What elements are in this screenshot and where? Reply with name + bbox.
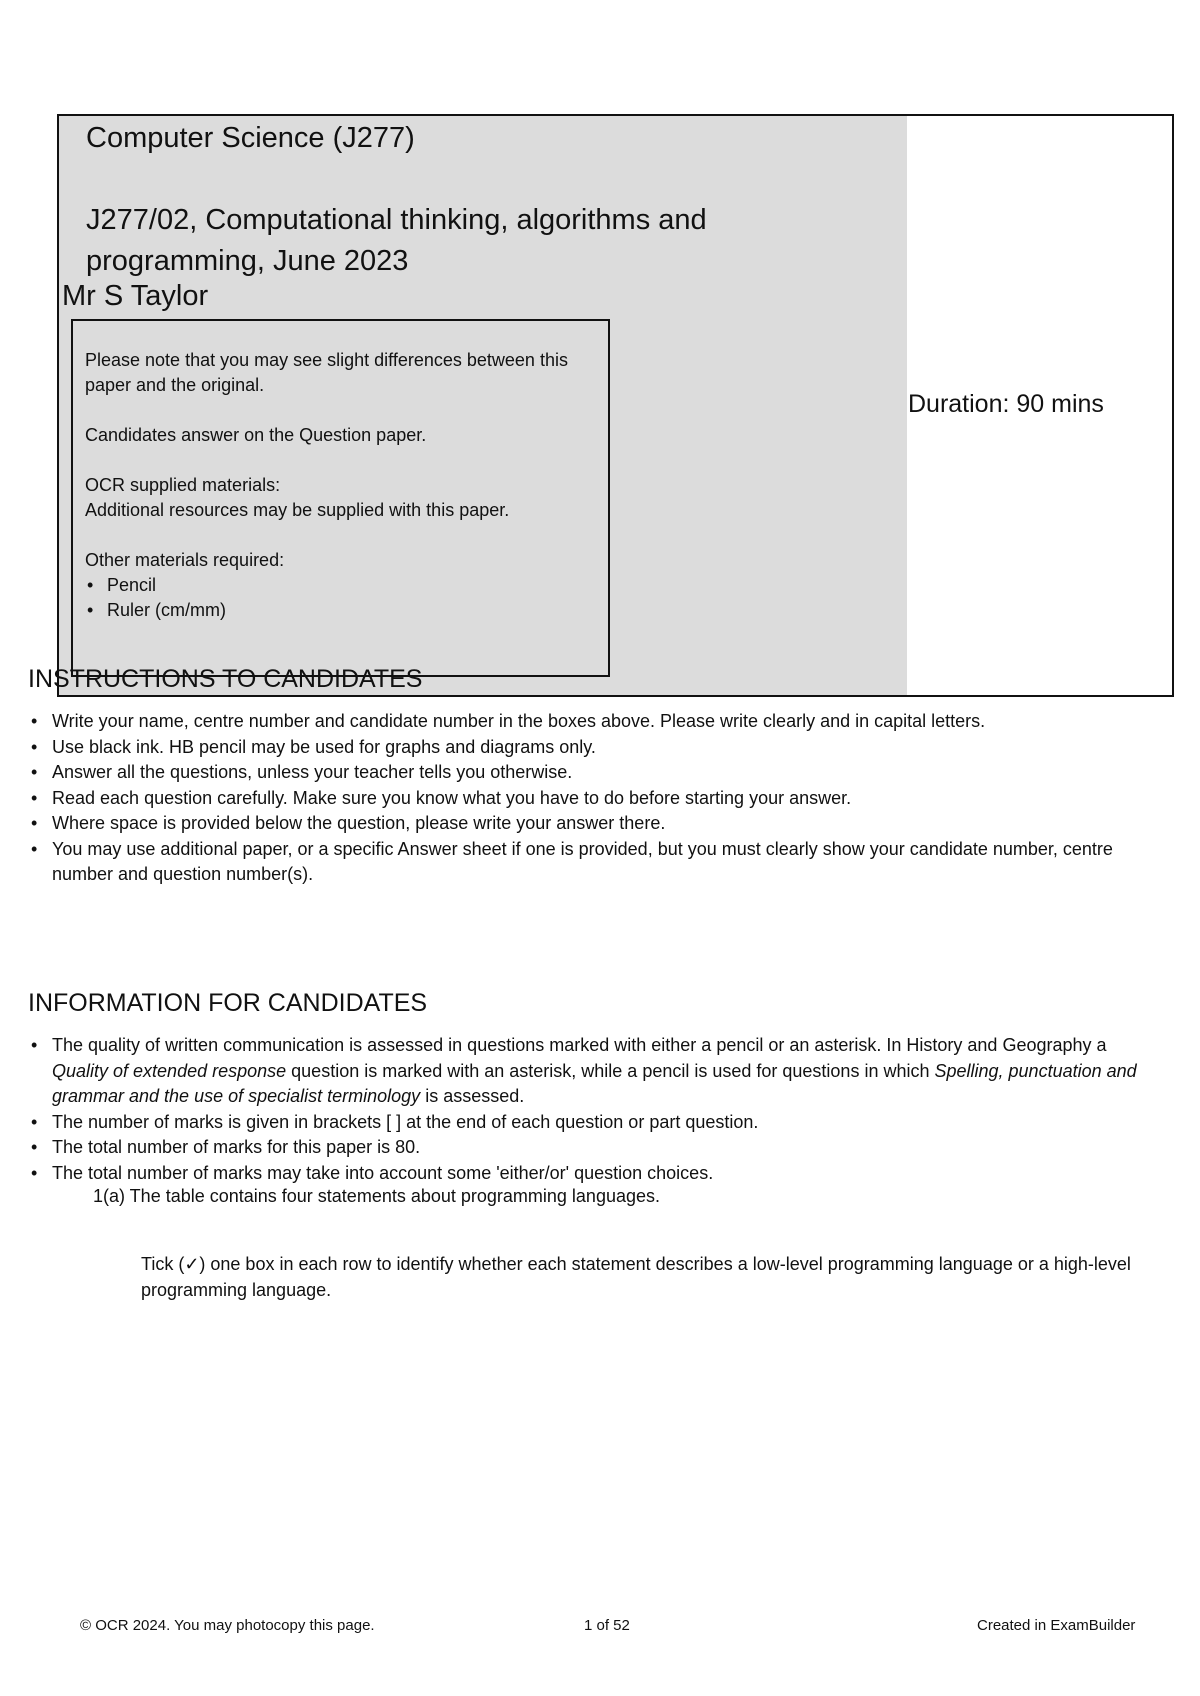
footer-page-number: 1 of 52	[584, 1617, 630, 1634]
information-item: • The total number of marks may take into account some 'either/or' question choices.	[28, 1161, 1148, 1187]
footer-copyright: © OCR 2024. You may photocopy this page.	[80, 1617, 375, 1634]
information-item: • The number of marks is given in brackets [ ] at the end of each question or part question.	[28, 1110, 1148, 1136]
info-text-2: question is marked with an asterisk, while a pencil is used for questions in which	[286, 1060, 935, 1081]
ocr-materials-text: Additional resources may be supplied with this paper.	[85, 500, 510, 520]
information-item	[28, 1033, 1148, 1110]
header-grey-panel	[59, 116, 907, 695]
paper-title: J277/02, Computational thinking, algorithms and programming, June 2023	[86, 204, 707, 277]
instruction-item: • Use black ink. HB pencil may be used for graphs and diagrams only.	[28, 735, 1148, 761]
info-text-1: The quality of written communication is assessed in questions marked with either a pencil or an asterisk. In History and Geography a	[52, 1035, 1107, 1055]
footer-created: Created in ExamBuilder	[977, 1617, 1136, 1634]
information-list	[28, 1033, 1148, 1186]
instruction-item: • Answer all the questions, unless your teacher tells you otherwise.	[28, 760, 1148, 786]
other-materials-label: Other materials required:	[85, 550, 285, 570]
answer-on-note: Candidates answer on the Question paper.	[85, 425, 427, 445]
instructions-heading: INSTRUCTIONS TO CANDIDATES	[28, 665, 423, 693]
info-emphasis-2: Spelling, punctuation and grammar and the use of specialist terminology	[52, 1060, 1137, 1106]
material-item: • Ruler (cm/mm)	[85, 598, 608, 623]
instruction-item: • Read each question carefully. Make sure you know what you have to do before starting your answer.	[28, 786, 1148, 812]
instruction-item: • You may use additional paper, or a specific Answer sheet if one is provided, but you must clearly show your candidate number, centre number and question number(s).	[28, 837, 1148, 888]
notes-box	[71, 319, 610, 677]
information-item: • The total number of marks for this paper is 80.	[28, 1135, 1148, 1161]
information-heading: INFORMATION FOR CANDIDATES	[28, 989, 428, 1017]
subject-title: Computer Science (J277)	[86, 122, 415, 154]
info-emphasis-1: Quality of extended response	[52, 1060, 287, 1081]
other-materials-list	[85, 573, 608, 623]
question-label: 1(a) The table contains four statements about programming languages.	[93, 1186, 660, 1206]
instruction-item: • Write your name, centre number and candidate number in the boxes above. Please write clearly and in capital letters.	[28, 709, 1148, 735]
info-text-3: is assessed.	[420, 1086, 525, 1106]
ocr-materials-label: OCR supplied materials:	[85, 475, 281, 495]
header-box	[57, 114, 1174, 697]
duration: Duration: 90 mins	[908, 390, 1104, 418]
teacher-name: Mr S Taylor	[62, 280, 209, 312]
material-item: • Pencil	[85, 573, 608, 598]
instruction-item: • Where space is provided below the question, please write your answer there.	[28, 811, 1148, 837]
differences-note: Please note that you may see slight differences between this paper and the original.	[85, 350, 568, 395]
ocr-materials	[85, 473, 608, 523]
instructions-list	[28, 709, 1148, 888]
question-instruction: Tick (✓) one box in each row to identify whether each statement describes a low-level programming language or a high-level programming language.	[141, 1254, 1131, 1300]
